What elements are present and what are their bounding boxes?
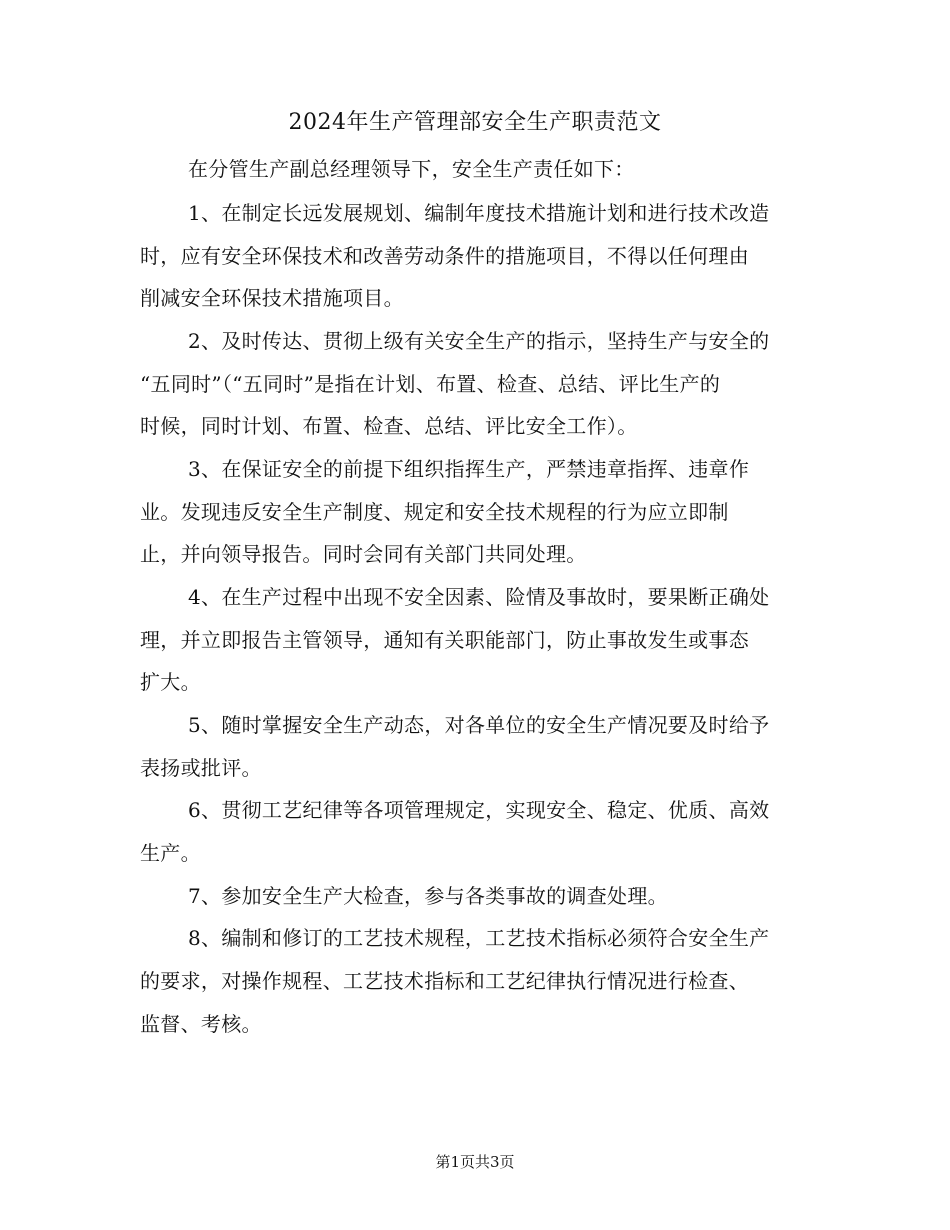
paragraph-line: 8、编制和修订的工艺技术规程，工艺技术指标必须符合安全生产 bbox=[188, 926, 770, 950]
paragraph-line: 5、随时掌握安全生产动态，对各单位的安全生产情况要及时给予 bbox=[188, 713, 770, 737]
paragraph-line: 6、贯彻工艺纪律等各项管理规定，实现安全、稳定、优质、高效 bbox=[188, 798, 770, 822]
paragraph-line: 削减安全环保技术措施项目。 bbox=[140, 286, 404, 310]
paragraph-line: 止，并向领导报告。同时会同有关部门共同处理。 bbox=[140, 542, 587, 566]
document-title: 2024年生产管理部安全生产职责范文 bbox=[288, 110, 662, 135]
paragraph-line: 2、及时传达、贯彻上级有关安全生产的指示，坚持生产与安全的 bbox=[188, 329, 770, 353]
paragraph-line: 4、在生产过程中出现不安全因素、险情及事故时，要果断正确处 bbox=[188, 585, 770, 609]
page-footer: 第1页共3页 bbox=[435, 1153, 515, 1171]
paragraph-line: 时候，同时计划、布置、检查、总结、评比安全工作）。 bbox=[140, 414, 638, 438]
paragraph-line: 业。发现违反安全生产制度、规定和安全技术规程的行为应立即制 bbox=[140, 500, 729, 524]
paragraph-line: “五同时”（“五同时”是指在计划、布置、检查、总结、评比生产的 bbox=[140, 372, 721, 396]
paragraph-line: 理，并立即报告主管领导，通知有关职能部门，防止事故发生或事态 bbox=[140, 628, 749, 652]
paragraph-line: 7、参加安全生产大检查，参与各类事故的调查处理。 bbox=[188, 884, 668, 908]
paragraph-line: 监督、考核。 bbox=[140, 1012, 262, 1036]
paragraph-line: 扩大。 bbox=[140, 670, 201, 694]
paragraph-line: 3、在保证安全的前提下组织指挥生产，严禁违章指挥、违章作 bbox=[188, 457, 750, 481]
paragraph-line: 时，应有安全环保技术和改善劳动条件的措施项目，不得以任何理由 bbox=[140, 244, 749, 268]
paragraph-line: 1、在制定长远发展规划、编制年度技术措施计划和进行技术改造 bbox=[188, 201, 770, 225]
paragraph-line: 表扬或批评。 bbox=[140, 756, 262, 780]
paragraph-line: 的要求，对操作规程、工艺技术指标和工艺纪律执行情况进行检查、 bbox=[140, 969, 749, 993]
paragraph-line: 在分管生产副总经理领导下，安全生产责任如下： bbox=[188, 157, 635, 181]
paragraph-line: 生产。 bbox=[140, 841, 201, 865]
